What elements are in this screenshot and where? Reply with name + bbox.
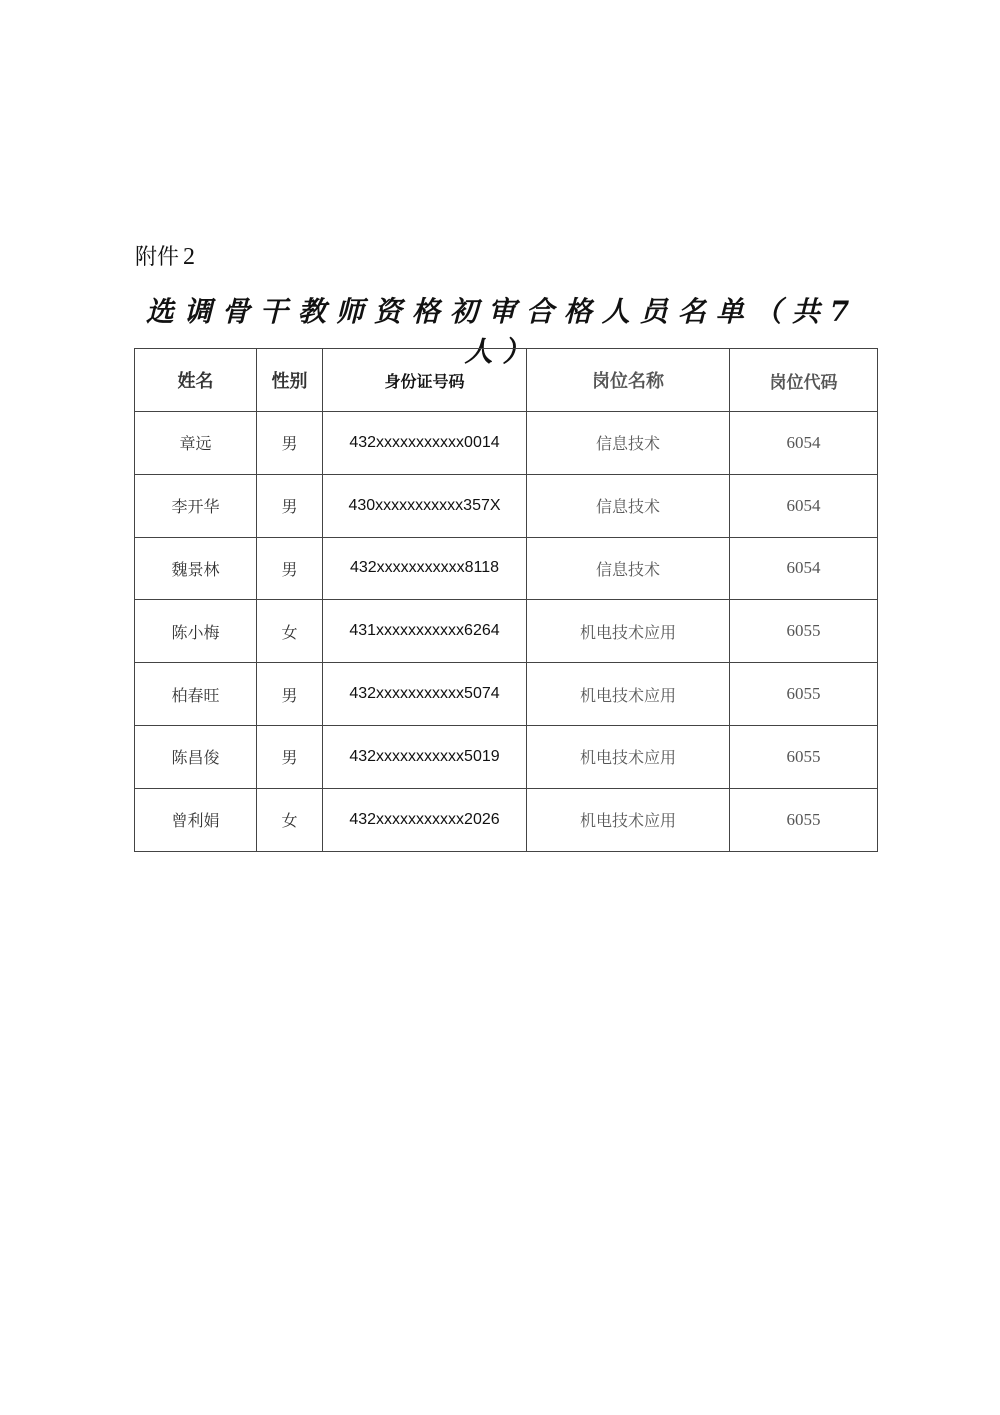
cell-position-code: 6055 — [730, 663, 878, 726]
cell-name: 李开华 — [135, 474, 257, 537]
table-row — [135, 663, 878, 726]
header-name: 姓名 — [135, 349, 257, 412]
attachment-number: 2 — [183, 244, 196, 270]
cell-position-code: 6055 — [730, 600, 878, 663]
cell-id-number: 432xxxxxxxxxxx5019 — [323, 725, 527, 788]
cell-gender: 男 — [257, 412, 323, 475]
table-row — [135, 725, 878, 788]
cell-position-code: 6054 — [730, 412, 878, 475]
cell-id-number: 432xxxxxxxxxxx2026 — [323, 788, 527, 851]
cell-position-name: 机电技术应用 — [527, 725, 730, 788]
cell-position-name: 机电技术应用 — [527, 600, 730, 663]
table-row — [135, 788, 878, 851]
cell-position-code: 6054 — [730, 474, 878, 537]
header-id-number: 身份证号码 — [323, 349, 527, 412]
cell-position-code: 6055 — [730, 788, 878, 851]
cell-position-name: 信息技术 — [527, 412, 730, 475]
cell-gender: 男 — [257, 537, 323, 600]
cell-gender: 男 — [257, 725, 323, 788]
cell-id-number: 432xxxxxxxxxxx0014 — [323, 412, 527, 475]
table-row — [135, 600, 878, 663]
cell-gender: 男 — [257, 663, 323, 726]
cell-name: 魏景林 — [135, 537, 257, 600]
cell-gender: 男 — [257, 474, 323, 537]
cell-position-name: 机电技术应用 — [527, 663, 730, 726]
cell-id-number: 432xxxxxxxxxxx8118 — [323, 537, 527, 600]
cell-id-number: 432xxxxxxxxxxx5074 — [323, 663, 527, 726]
cell-id-number: 431xxxxxxxxxxx6264 — [323, 600, 527, 663]
cell-name: 陈小梅 — [135, 600, 257, 663]
cell-position-name: 信息技术 — [527, 537, 730, 600]
cell-name: 柏春旺 — [135, 663, 257, 726]
candidate-table — [134, 348, 878, 852]
header-gender: 性别 — [257, 349, 323, 412]
attachment-text: 附件 — [135, 245, 180, 270]
cell-position-code: 6054 — [730, 537, 878, 600]
table-row — [135, 412, 878, 475]
table-header-row — [135, 349, 878, 412]
cell-name: 陈昌俊 — [135, 725, 257, 788]
cell-name: 曾利娟 — [135, 788, 257, 851]
header-position-code: 岗位代码 — [730, 349, 878, 412]
cell-position-name: 信息技术 — [527, 474, 730, 537]
cell-gender: 女 — [257, 600, 323, 663]
table-row — [135, 537, 878, 600]
cell-name: 章远 — [135, 412, 257, 475]
attachment-label — [135, 240, 195, 271]
cell-id-number: 430xxxxxxxxxxx357X — [323, 474, 527, 537]
cell-position-name: 机电技术应用 — [527, 788, 730, 851]
cell-position-code: 6055 — [730, 725, 878, 788]
header-position-name: 岗位名称 — [527, 349, 730, 412]
table-row — [135, 474, 878, 537]
document-title: 选调骨干教师资格初审合格人员名单（共7人） — [145, 295, 860, 368]
cell-gender: 女 — [257, 788, 323, 851]
